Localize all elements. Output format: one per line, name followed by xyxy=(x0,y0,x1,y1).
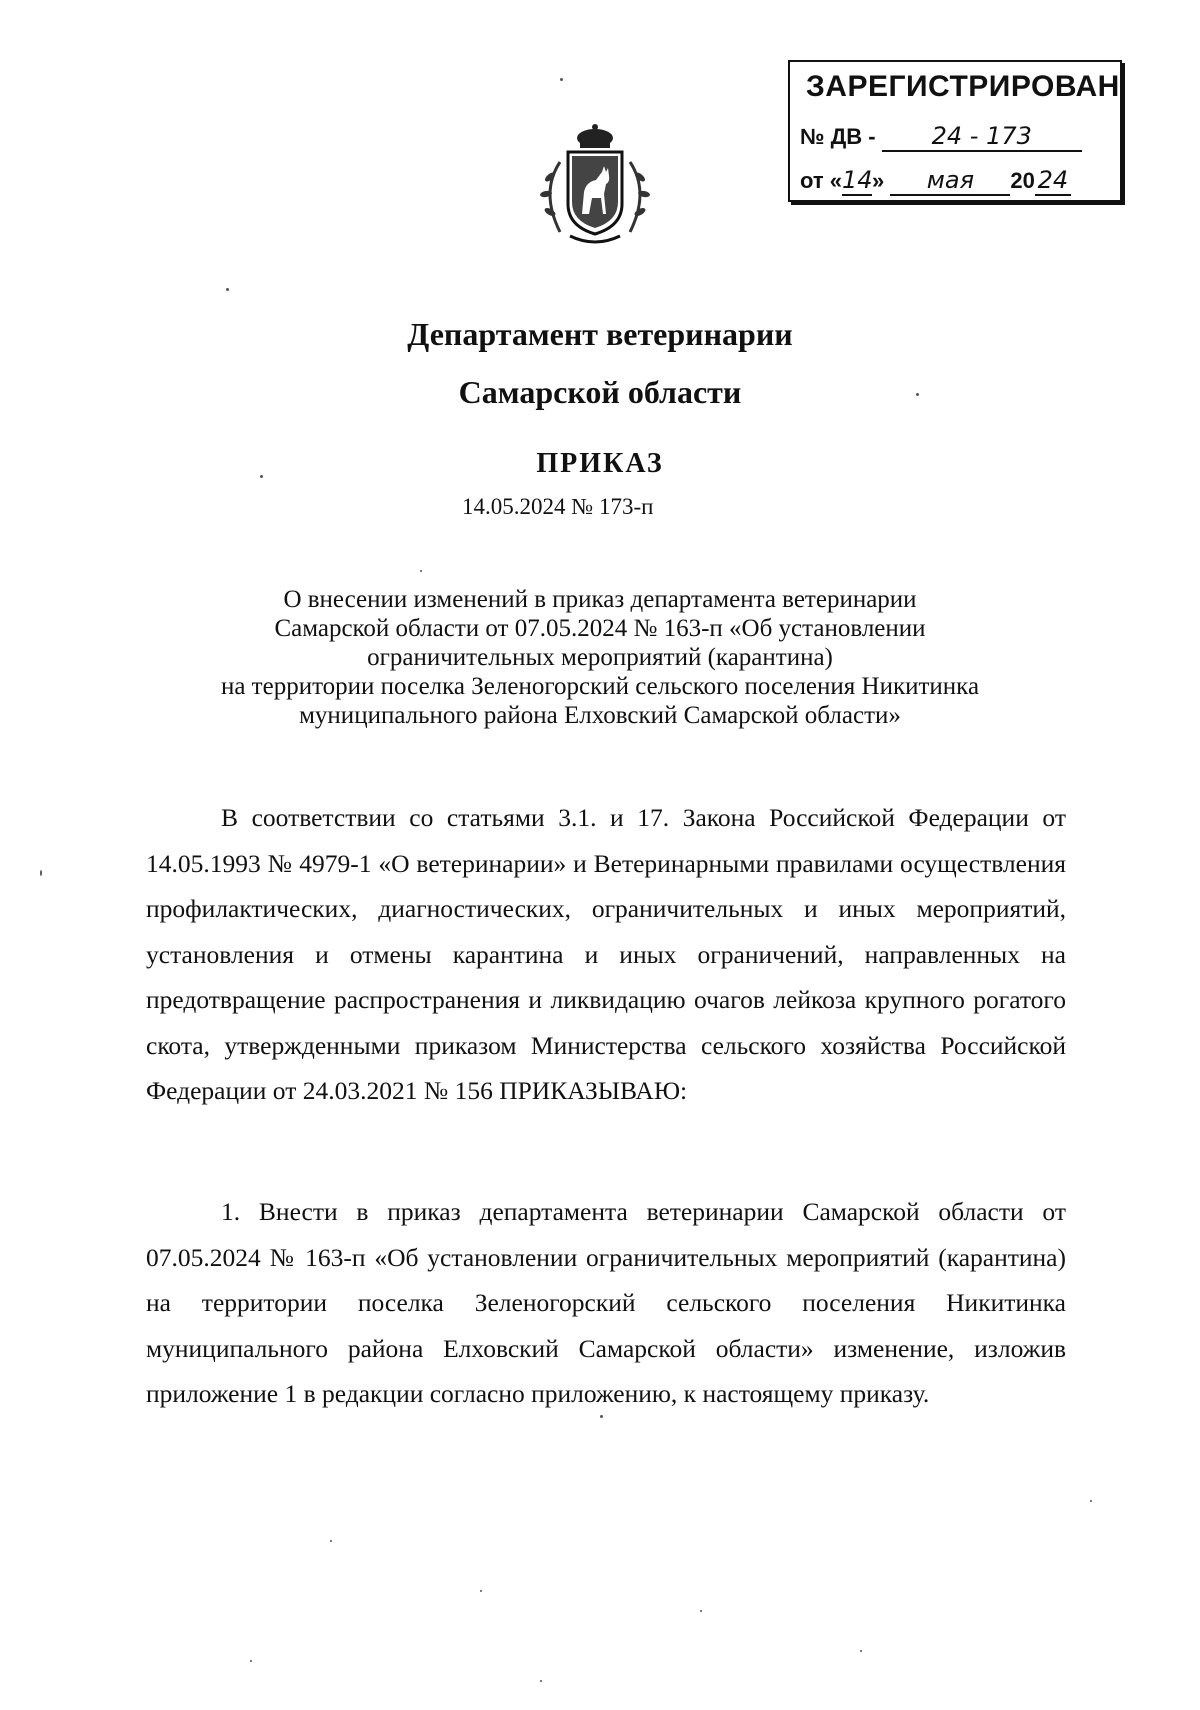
body-paragraph-2-block xyxy=(146,1189,1066,1417)
department-name xyxy=(0,305,1200,421)
stamp-date-month: мая xyxy=(890,166,1010,196)
subject-line: муниципального района Елховский Самарской области» xyxy=(299,702,901,729)
stamp-date-year-prefix: 20 xyxy=(1010,168,1035,193)
stamp-date-prefix: от « xyxy=(800,168,843,193)
subject-line: на территории поселка Зеленогорский сельского поселения Никитинка xyxy=(220,673,980,700)
stamp-date-mid: » xyxy=(872,168,885,193)
body-paragraph: В соответствии со статьями 3.1. и 17. Закона Российской Федерации от 14.05.1993 № 4979-1 «О ветеринарии» и Ветеринарными правилами осуществления профилактических, диагностических, ограничительных и иных мероприятий, установления и отмены карантина и иных ограничений, направленных на предотвращение распространения и ликвидацию очагов лейкоза крупного рогатого скота, утвержденными приказом Министерства сельского хозяйства Российской Федерации от 24.03.2021 № 156 ПРИКАЗЫВАЮ: xyxy=(146,803,1066,1105)
stamp-date-row xyxy=(800,166,1071,196)
stamp-number-value: 24 - 173 xyxy=(882,122,1082,152)
samara-coat-of-arms-icon xyxy=(530,122,660,252)
subject-line: О внесении изменений в приказ департамента ветеринарии xyxy=(283,586,917,613)
department-line-2: Самарской области xyxy=(458,374,742,410)
stamp-title: ЗАРЕГИСТРИРОВАН xyxy=(806,70,1120,103)
stamp-number-label: № ДВ - xyxy=(800,124,876,149)
registration-stamp xyxy=(788,60,1122,202)
body-paragraph: 1. Внести в приказ департамента ветеринарии Самарской области от 07.05.2024 № 163-п «Об установлении ограничительных мероприятий (карантина) на территории поселка Зеленогорский сельского поселения Никитинка муниципального района Елховский Самарской области» изменение, изложив приложение 1 в редакции согласно приложению, к настоящему приказу. xyxy=(146,1197,1066,1408)
body-paragraph-1-block xyxy=(146,795,1066,1114)
subject-line: Самарской области от 07.05.2024 № 163-п «Об установлении xyxy=(274,615,926,642)
subject-line: ограничительных мероприятий (карантина) xyxy=(367,644,833,671)
stamp-number-row xyxy=(800,122,1082,152)
department-line-1: Департамент ветеринарии xyxy=(407,316,793,352)
stamp-date-year-suffix: 24 xyxy=(1035,166,1071,196)
order-date-number: 14.05.2024 № 173-п xyxy=(462,494,654,519)
order-title: ПРИКАЗ xyxy=(536,448,664,479)
stamp-date-day: 14 xyxy=(842,166,873,194)
order-subject xyxy=(0,585,1200,730)
